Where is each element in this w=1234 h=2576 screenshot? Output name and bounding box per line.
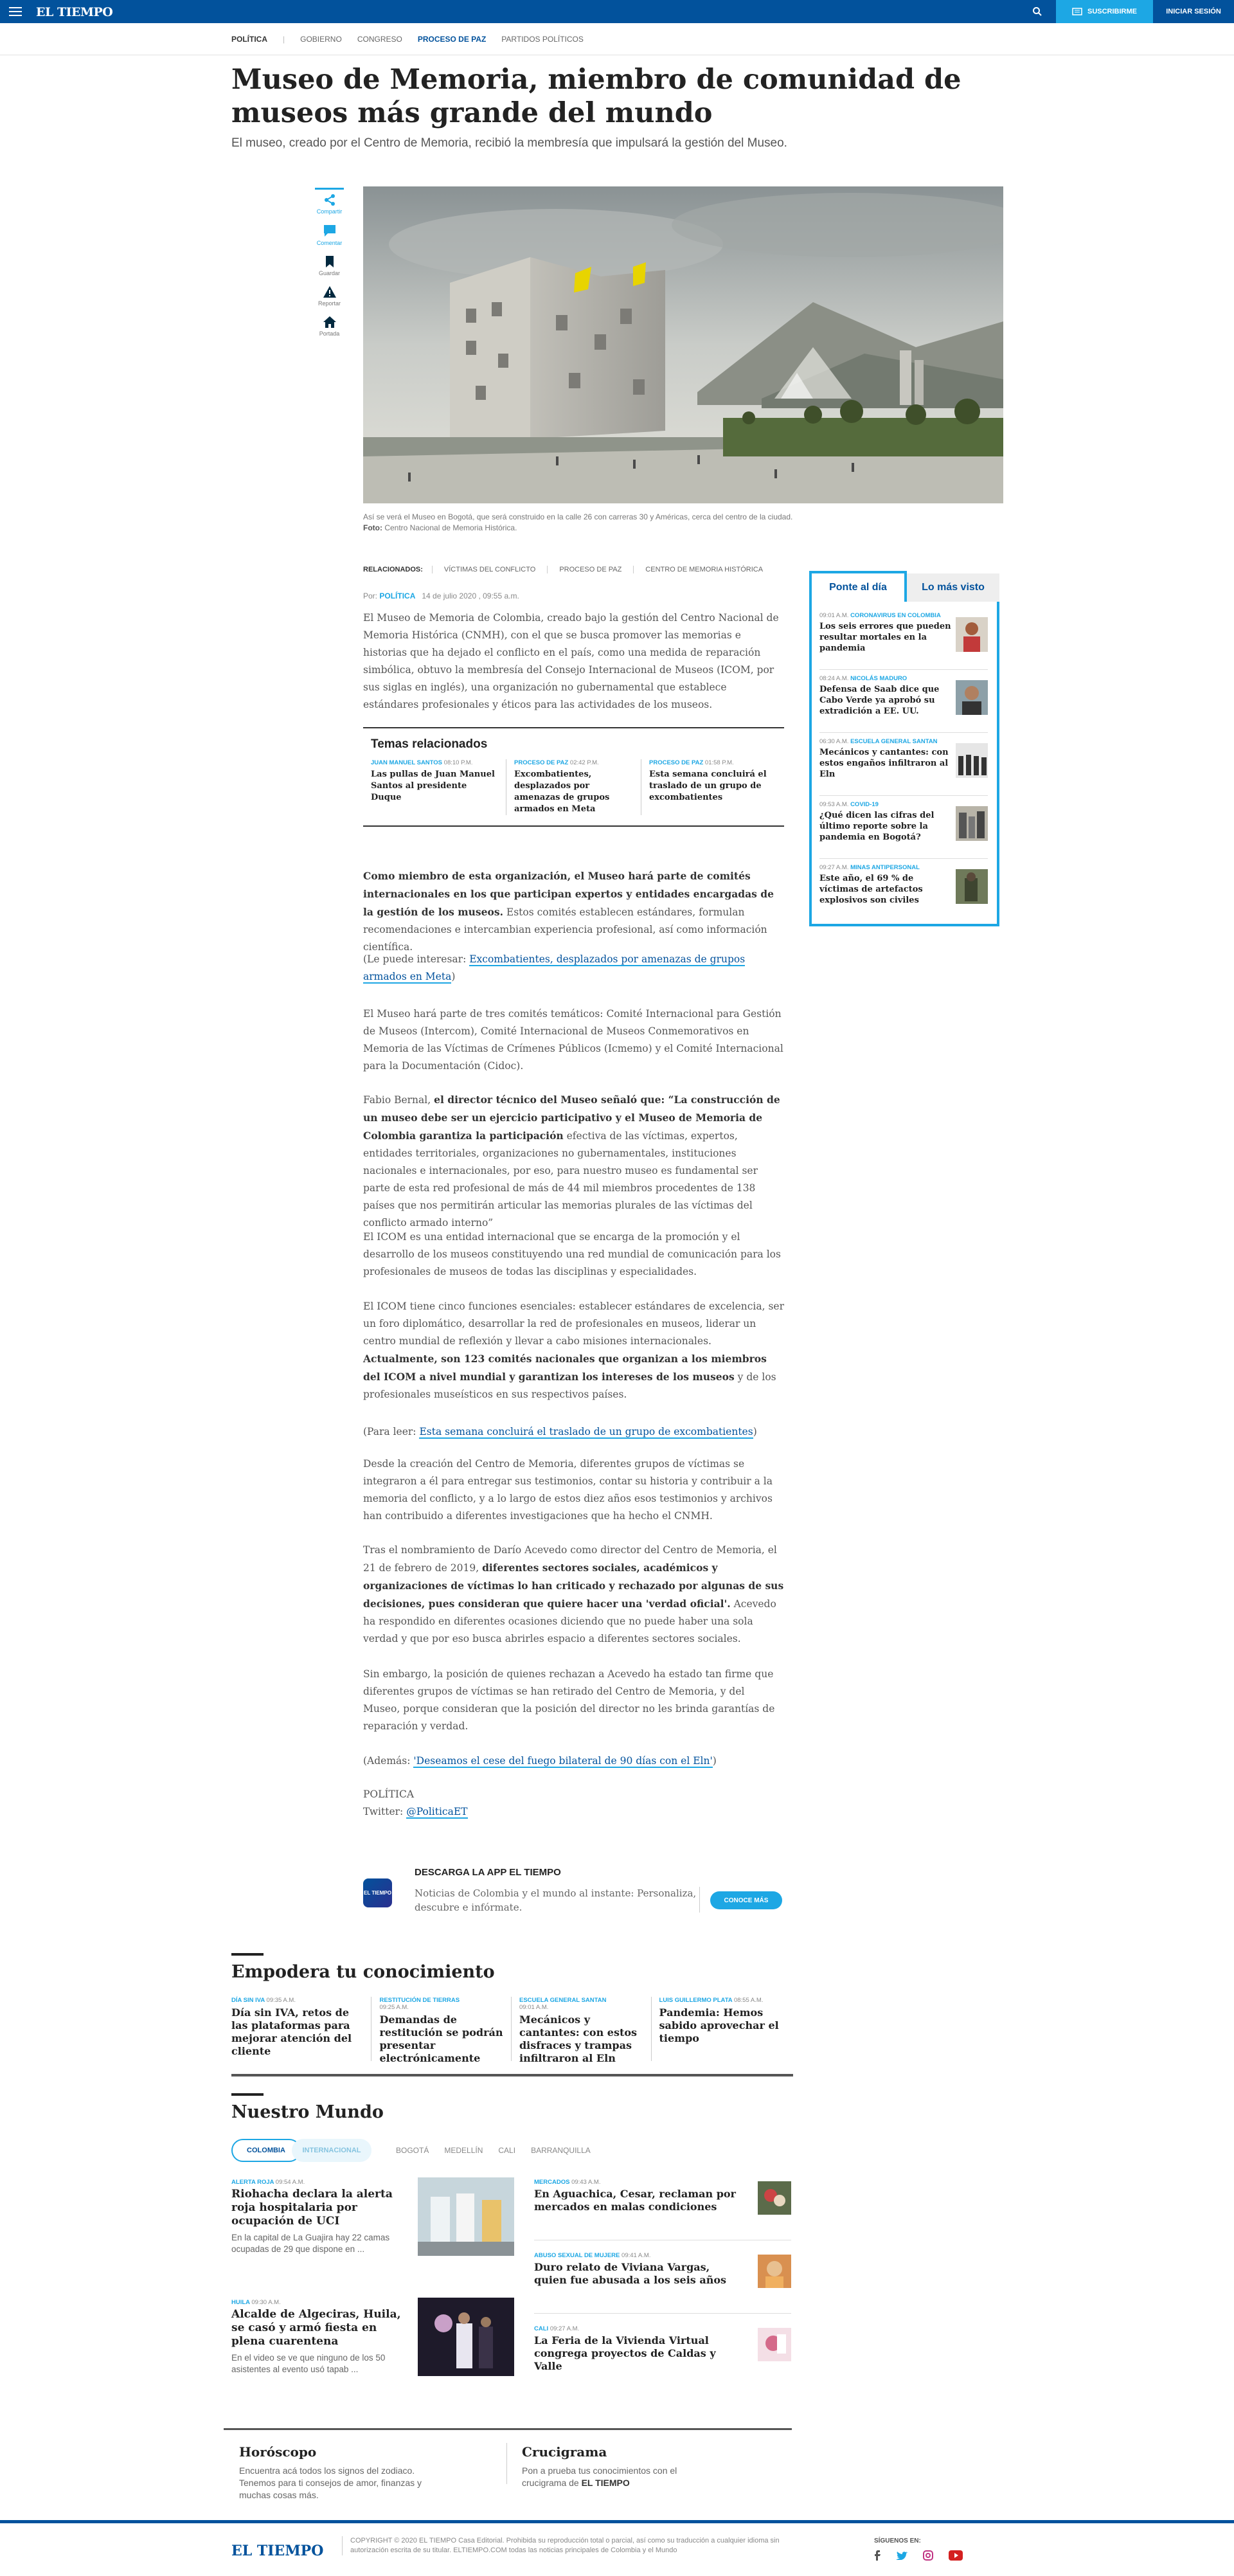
app-learn-more-button[interactable]: CONOCE MÁS (710, 1891, 782, 1909)
item-title: Los seis errores que pueden resultar mortales en la pandemia (819, 622, 951, 653)
topic-title: Excombatientes, desplazados por amenazas de grupos armados en Meta (514, 770, 610, 814)
photo-credit: Centro Nacional de Memoria Histórica. (384, 523, 517, 532)
copyright: COPYRIGHT © 2020 EL TIEMPO Casa Editorial. Prohibida su reproducción total o parcial, así como su traducción a cualquier idioma sin autorización escrita de su titular. ELTIEMPO.COM todas las noticias principales de Colombia y el Mundo (342, 2536, 818, 2555)
nav-item-proceso-de-paz[interactable]: PROCESO DE PAZ (417, 35, 487, 44)
item-thumbnail (956, 617, 988, 652)
story-image (418, 2177, 514, 2256)
item-kicker: MERCADOS (534, 2179, 570, 2186)
comment-icon (323, 224, 337, 238)
related-topic-item[interactable] (641, 759, 776, 815)
item-kicker: CALI (534, 2325, 549, 2332)
paragraph-8 (363, 1423, 784, 1441)
paragraph-11: Sin embargo, la posición de quienes rechazan a Acevedo ha estado tan firme que diferentes grupos de víctimas se han retirado del Centro de Memoria, y del Museo, porque consideran que la posición del director no les brinda garantías de reparación y verdad. (363, 1668, 775, 1732)
nav-item-partidos[interactable]: PARTIDOS POLÍTICOS (501, 35, 584, 44)
tab-ponte-al-dia[interactable]: Ponte al día (809, 571, 907, 602)
twitter-link[interactable]: @PoliticaET (406, 1806, 468, 1817)
login-button[interactable]: INICIAR SESIÓN (1166, 8, 1221, 15)
paragraph-5-a: Fabio Bernal, (363, 1094, 434, 1106)
list-item[interactable] (534, 2252, 791, 2314)
paragraph-7-c: y de los profesionales museísticos en sus respectivos países. (363, 1371, 776, 1400)
crossword-desc (522, 2465, 715, 2489)
item-time: 09:27 A.M. (819, 864, 849, 871)
save-button[interactable] (315, 255, 344, 276)
follow-label: SÍGUENOS EN: (874, 2537, 921, 2544)
paragraph-5 (363, 1091, 784, 1232)
item-title: Mecánicos y cantantes: con estos disfraces y trampas infiltraron al Eln (519, 2013, 638, 2064)
nav-item-gobierno[interactable]: GOBIERNO (300, 35, 342, 44)
item-time: 09:01 A.M. (519, 2004, 549, 2011)
paragraph-2-rest: Estos comités establecen estándares, formulan recomendaciones e intercambian experiencia profesional, así como información científica. (363, 906, 767, 953)
city-barranquilla[interactable]: BARRANQUILLA (531, 2146, 591, 2155)
facebook-icon[interactable] (874, 2550, 881, 2561)
topic-time: 08:10 P.M. (443, 759, 473, 766)
item-thumbnail (758, 2181, 791, 2215)
twitter-icon[interactable] (896, 2551, 908, 2560)
city-cali[interactable]: CALI (498, 2146, 516, 2155)
related-tags (363, 566, 774, 573)
tag-proceso-de-paz[interactable]: PROCESO DE PAZ (547, 566, 633, 573)
crossword-brand: EL TIEMPO (581, 2478, 630, 2488)
item-time: 08:24 A.M. (819, 675, 849, 682)
item-title: Pandemia: Hemos sabido aprovechar el tiempo (659, 2006, 779, 2044)
item-title: Defensa de Saab dice que Cabo Verde ya aprobó su extradición a EE. UU. (819, 685, 940, 716)
warning-icon (323, 285, 337, 298)
crossword-box[interactable] (522, 2444, 715, 2489)
inline-link-excombatientes[interactable]: Excombatientes, desplazados por amenazas de grupos armados en Meta (363, 953, 746, 982)
item-time: 09:01 A.M. (819, 612, 849, 619)
search-icon[interactable] (1032, 6, 1042, 17)
list-item[interactable] (819, 670, 988, 733)
top-bar (0, 0, 1234, 23)
instagram-icon[interactable] (923, 2550, 933, 2561)
paragraph-10-c: Acevedo ha respondido en diferentes ocasiones diciendo que no puede haber una sola verdad y que por eso busca abrirles espacio a diferentes sectores sociales. (363, 1598, 776, 1644)
item-title: La Feria de la Vivienda Virtual congrega proyectos de Caldas y Valle (534, 2334, 716, 2372)
item-title: Riohacha declara la alerta roja hospitalaria por ocupación de UCI (231, 2188, 393, 2228)
item-time: 09:35 A.M. (266, 1997, 296, 2004)
item-title: En Aguachica, Cesar, reclaman por mercados en malas condiciones (534, 2188, 736, 2213)
item-title: ¿Qué dicen las cifras del último reporte sobre la pandemia en Bogotá? (819, 811, 934, 842)
site-logo[interactable]: EL TIEMPO (36, 5, 113, 19)
list-item[interactable] (819, 859, 988, 922)
youtube-icon[interactable] (949, 2550, 963, 2561)
nuestro-mundo-tabs (231, 2139, 591, 2162)
horoscope-desc: Encuentra acá todos los signos del zodiaco. Tenemos para ti consejos de amor, finanzas y muchas cosas más. (239, 2465, 422, 2500)
paragraph-12 (363, 1752, 784, 1770)
related-topic-item[interactable] (371, 759, 506, 815)
list-item[interactable] (534, 2325, 791, 2387)
item-kicker: LUIS GUILLERMO PLATA (659, 1997, 733, 2004)
item-desc: En el video se ve que ninguno de los 50 asistentes al evento usó tapab ... (231, 2353, 386, 2374)
paragraph-3 (363, 951, 784, 986)
home-label: Portada (319, 330, 340, 337)
subscribe-label: SUSCRIBIRME (1087, 8, 1137, 15)
tab-lo-mas-visto[interactable]: Lo más visto (907, 573, 999, 602)
paragraph-1: El Museo de Memoria de Colombia, creado bajo la gestión del Centro Nacional de Memoria Histórica (CNMH), con el que se busca promover las memorias e historias que ha dejado el conflicto en el país, como una medida de reparación simbólica, obtuvo la membresía del Consejo Internacional de Museos (ICOM, por sus siglas en inglés), una organización no gubernamental que establece estándares profesionales y éticos para las actividades de los museos. (363, 612, 779, 710)
subscribe-button[interactable] (1056, 0, 1153, 23)
link-suffix: ) (451, 971, 456, 982)
paragraph-10-a: Tras el nombramiento de Darío Acevedo como director del Centro de Memoria, el 21 de febrero de 2019, (363, 1544, 777, 1574)
social-links (874, 2550, 963, 2561)
item-title: Este año, el 69 % de víctimas de artefactos explosivos son civiles (819, 874, 923, 905)
home-icon (323, 316, 337, 329)
list-item[interactable] (534, 2179, 791, 2240)
related-topics-box (363, 727, 784, 827)
save-label: Guardar (318, 270, 341, 276)
paragraph-9: Desde la creación del Centro de Memoria, diferentes grupos de víctimas se integraron a él para entregar sus testimonios, contar su historia y contribuir a la memoria del conflicto, y a lo largo de estos diez años esos testimonios y archivos han contribuido a diferentes investigaciones que ha hecho el CNMH. (363, 1458, 773, 1522)
list-item[interactable] (819, 607, 988, 670)
item-thumbnail (956, 680, 988, 715)
topic-time: 01:58 P.M. (704, 759, 734, 766)
paragraph-7-a: El ICOM tiene cinco funciones esenciales: establecer estándares de excelencia, ser un foro diplomático, desarrollar la red de profesionales en museos, liderar un centro mundial de reflexión y llevar a cabo misiones internacionales. (363, 1301, 785, 1347)
comment-label: Comentar (316, 240, 343, 246)
item-thumbnail (956, 806, 988, 841)
topic-kicker: PROCESO DE PAZ (514, 759, 569, 766)
item-kicker: MINAS ANTIPERSONAL (850, 864, 920, 871)
link-prefix: (Además: (363, 1755, 414, 1767)
item-kicker: DÍA SIN IVA (231, 1997, 265, 2004)
article-hero-image[interactable] (363, 186, 1003, 503)
item-desc: En la capital de La Guajira hay 22 camas ocupadas de 29 que dispone en ... (231, 2233, 390, 2254)
home-button[interactable] (315, 316, 344, 337)
link-suffix: ) (753, 1426, 757, 1437)
item-time: 09:54 A.M. (275, 2179, 305, 2186)
tag-victimas[interactable]: VÍCTIMAS DEL CONFLICTO (432, 566, 547, 573)
item-kicker: CORONAVIRUS EN COLOMBIA (850, 612, 941, 619)
related-label: RELACIONADOS: (363, 566, 423, 573)
item-thumbnail (758, 2255, 791, 2288)
social-toolbar (315, 188, 344, 346)
item-kicker: HUILA (231, 2299, 250, 2306)
byline (363, 591, 519, 600)
list-item[interactable] (371, 1997, 511, 2064)
paragraph-7-bold: Actualmente, son 123 comités nacionales que organizan a los miembros del ICOM a nivel mundial y garantizan los intereses de los museos (363, 1353, 767, 1383)
app-desc: Noticias de Colombia y el mundo al instante: Personaliza, descubre e infórmate. (415, 1887, 697, 1913)
item-thumbnail (758, 2328, 791, 2361)
image-caption (363, 512, 1003, 534)
item-kicker: RESTITUCIÓN DE TIERRAS (379, 1997, 460, 2004)
topic-title: Esta semana concluirá el traslado de un grupo de excombatientes (649, 770, 767, 802)
museum-rendering-image (363, 186, 1003, 503)
divider (699, 1887, 700, 1913)
item-title: Alcalde de Algeciras, Huila, se casó y armó fiesta en plena cuarentena (231, 2308, 401, 2348)
topic-time: 02:42 P.M. (569, 759, 599, 766)
section-title[interactable]: POLÍTICA (231, 35, 267, 44)
caption-text: Así se verá el Museo en Bogotá, que será construido en la calle 26 con carreras 30 y Américas, cerca del centro de la ciudad. (363, 512, 793, 521)
city-bogota[interactable]: BOGOTÁ (396, 2146, 429, 2155)
related-topic-item[interactable] (506, 759, 641, 815)
item-thumbnail (956, 743, 988, 778)
footer (0, 2520, 1234, 2576)
related-topics-title: Temas relacionados (371, 737, 488, 751)
item-title: Demandas de restitución se podrán presentar electrónicamente (379, 2013, 503, 2064)
topic-kicker: PROCESO DE PAZ (649, 759, 704, 766)
section-divider (231, 2074, 793, 2076)
comment-button[interactable] (315, 224, 344, 246)
paragraph-5-c: efectiva de las víctimas, expertos, entidades territoriales, organizaciones no gubernamentales, instituciones nacionales e internacionales, por eso, para nuestro museo es fundamental ser parte de esta red profesional de más de 44 mil miembros procedentes de 138 países que nos permitirán articular las memorias plurales de las víctimas del conflicto armado interno” (363, 1130, 758, 1229)
item-kicker: COVID-19 (850, 801, 879, 808)
footer-logo[interactable]: EL TIEMPO (231, 2543, 324, 2559)
tab-internacional[interactable]: INTERNACIONAL (292, 2139, 371, 2162)
paragraph-5-bold: el director técnico del Museo señaló que: “La construcción de un museo debe ser un ejercicio participativo y el Museo de Memoria de Colombia garantiza la participación (363, 1094, 780, 1142)
item-kicker: ESCUELA GENERAL SANTAN (519, 1997, 607, 2004)
paragraph-2-bold: Como miembro de esta organización, el Museo hará parte de comités internacionales en los que participan expertos y entidades encargadas de la gestión de los museos. (363, 870, 774, 918)
list-item[interactable] (819, 733, 988, 796)
item-kicker: NICOLÁS MADURO (850, 675, 908, 682)
section-title-empodera: Empodera tu conocimiento (231, 1962, 495, 1982)
report-label: Reportar (317, 300, 341, 307)
tab-colombia[interactable]: COLOMBIA (231, 2139, 301, 2162)
item-kicker: ALERTA ROJA (231, 2179, 274, 2186)
list-item[interactable] (819, 796, 988, 859)
menu-icon[interactable] (9, 7, 22, 16)
report-button[interactable] (315, 285, 344, 307)
link-suffix: ) (712, 1755, 717, 1767)
app-title: DESCARGA LA APP EL TIEMPO (415, 1867, 561, 1878)
item-thumbnail (956, 869, 988, 904)
publish-date: 14 de julio 2020 , 09:55 a.m. (422, 591, 519, 600)
topic-kicker: JUAN MANUEL SANTOS (371, 759, 443, 766)
tag-centro-memoria[interactable]: CENTRO DE MEMORIA HISTÓRICA (633, 566, 774, 573)
item-time: 09:53 A.M. (819, 801, 849, 808)
item-time: 09:43 A.M. (571, 2179, 601, 2186)
paragraph-2 (363, 867, 784, 956)
empodera-list (231, 1997, 791, 2064)
paragraph-10 (363, 1542, 784, 1648)
item-time: 09:30 A.M. (251, 2299, 281, 2306)
by-label: Por: (363, 591, 378, 600)
item-time: 09:27 A.M. (550, 2325, 580, 2332)
twitter-label: Twitter: (363, 1806, 407, 1817)
featured-story[interactable] (231, 2179, 514, 2258)
section-title-nuestro-mundo: Nuestro Mundo (231, 2102, 384, 2122)
horoscope-box[interactable] (239, 2444, 432, 2501)
share-icon (323, 194, 336, 206)
horoscope-title: Horóscopo (239, 2444, 317, 2460)
signature-section: POLÍTICA (363, 1788, 415, 1800)
item-kicker: ESCUELA GENERAL SANTAN (850, 738, 938, 745)
share-label: Compartir (316, 208, 343, 215)
app-promo (363, 1858, 787, 1919)
paragraph-4: El Museo hará parte de tres comités temáticos: Comité Internacional para Gestión de Museos (Intercom), Comité Internacional de Museos Conmemorativos en Memoria de las Víctimas de Crímenes Públicos (Icmemo) y el Comité Internacional para la Documentación (Cidoc). (363, 1008, 783, 1072)
page-title: Museo de Memoria, miembro de comunidad de museos más grande del mundo (231, 64, 961, 129)
item-time: 09:25 A.M. (379, 2004, 409, 2011)
nav-separator: | (283, 35, 285, 44)
list-item[interactable] (511, 1997, 651, 2064)
story-image (418, 2298, 514, 2376)
paragraph-10-bold: diferentes sectores sociales, académicos y organizaciones de víctimas lo han criticado y rechazado por algunas de sus decisiones, pues consideran que quiere hacer una 'verdad oficial'. (363, 1562, 784, 1610)
section-nav (0, 23, 1234, 55)
crossword-title: Crucigrama (522, 2444, 607, 2460)
item-title: Duro relato de Viviana Vargas, quien fue abusada a los seis años (534, 2261, 727, 2286)
featured-story[interactable] (231, 2299, 514, 2379)
inline-link-traslado[interactable]: Esta semana concluirá el traslado de un grupo de excombatientes (419, 1426, 753, 1437)
author-link[interactable]: POLÍTICA (379, 591, 416, 600)
city-medellin[interactable]: MEDELLÍN (444, 2146, 483, 2155)
trending-widget (809, 573, 999, 926)
link-prefix: (Para leer: (363, 1426, 420, 1437)
photo-label: Foto: (363, 523, 382, 532)
item-title: Día sin IVA, retos de las plataformas para mejorar atención del cliente (231, 2006, 352, 2057)
crossword-desc-text: Pon a prueba tus conocimientos con el crucigrama de (522, 2465, 677, 2488)
signature (363, 1786, 784, 1821)
games-boxes (224, 2428, 792, 2500)
list-item[interactable] (231, 1997, 371, 2061)
paragraph-6: El ICOM es una entidad internacional que se encarga de la promoción y el desarrollo de los museos constituyendo una red mundial de comunicación para los profesionales de museos de todas las disciplinas y especialidades. (363, 1231, 781, 1277)
item-title: Mecánicos y cantantes: con estos engaños infiltraron al Eln (819, 748, 949, 779)
topic-title: Las pullas de Juan Manuel Santos al presidente Duque (371, 770, 495, 802)
inline-link-cese-fuego[interactable]: 'Deseamos el cese del fuego bilateral de 90 días con el Eln' (413, 1755, 713, 1767)
item-time: 08:55 A.M. (733, 1997, 764, 2004)
nav-item-congreso[interactable]: CONGRESO (357, 35, 402, 44)
link-prefix: (Le puede interesar: (363, 953, 470, 965)
app-icon: EL TIEMPO (363, 1878, 392, 1907)
paragraph-7 (363, 1298, 784, 1403)
share-button[interactable] (315, 188, 344, 215)
item-kicker: ABUSO SEXUAL DE MUJERE (534, 2252, 620, 2259)
divider (506, 2443, 507, 2484)
list-item[interactable] (651, 1997, 791, 2061)
item-time: 06:30 A.M. (819, 738, 849, 745)
newspaper-icon (1072, 8, 1082, 15)
bookmark-icon (325, 255, 335, 268)
item-time: 09:41 A.M. (621, 2252, 651, 2259)
article-lead: El museo, creado por el Centro de Memoria, recibió la membresía que impulsará la gestión del Museo. (231, 136, 787, 150)
